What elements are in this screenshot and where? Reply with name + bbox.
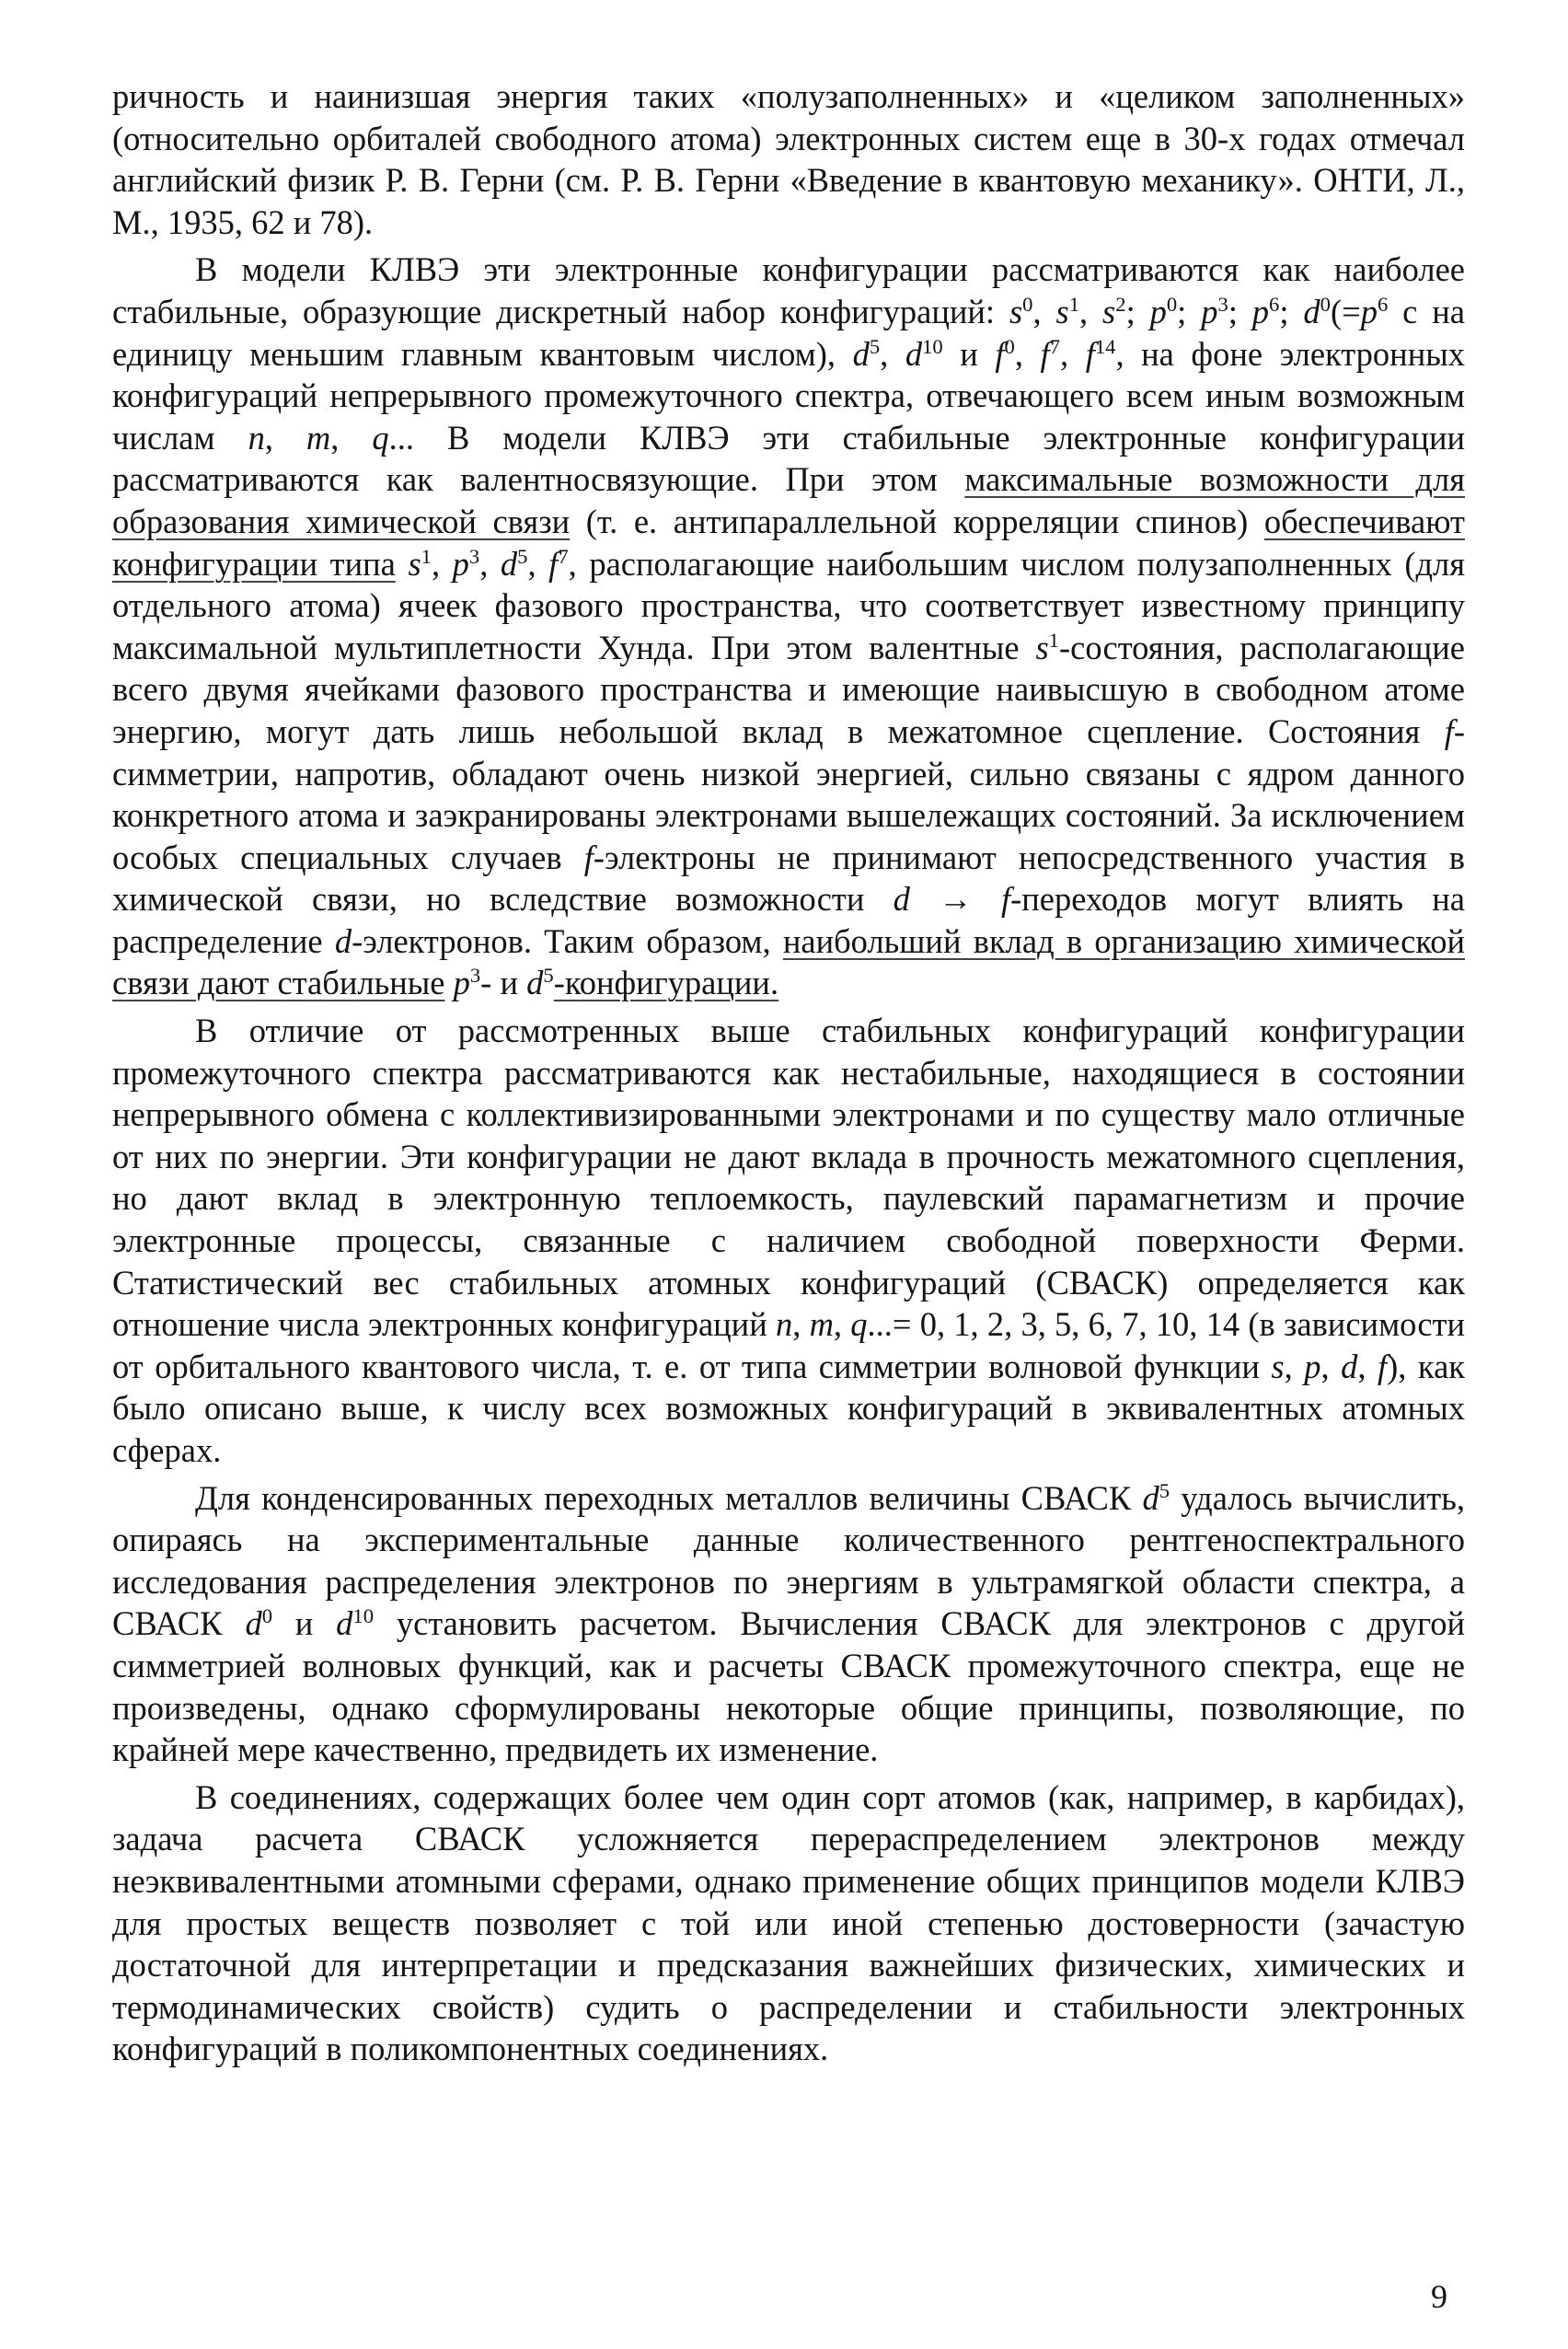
paragraph-4 <box>112 1776 1465 2070</box>
text-run: , <box>330 418 373 457</box>
text-run: , <box>1320 1347 1342 1385</box>
superscript: 5 <box>543 964 554 988</box>
superscript: 3 <box>468 544 480 568</box>
superscript: 6 <box>1269 292 1280 316</box>
superscript: 0 <box>1166 292 1178 316</box>
italic-symbol: p <box>1201 292 1218 330</box>
text-run <box>444 964 453 1001</box>
superscript: 1 <box>421 544 432 568</box>
superscript: 7 <box>1049 334 1060 358</box>
italic-symbol: s <box>1035 628 1049 666</box>
superscript: 0 <box>1022 292 1033 316</box>
underlined-text: максимальные возможности для образования химической связи <box>112 460 1466 540</box>
text-run: В модели КЛВЭ эти электронные конфигурации рассматриваются как наиболее стабильные, образующие дискретный набор конфигураций: <box>112 250 1465 330</box>
text-run: удалось вычислить, опираясь на экспериментальные данные количественного рентгеноспектрального исследования распределения электронов по энергиям в ультрамягкой области спектра, а СВАСК <box>112 1478 1465 1643</box>
text-run: -состояния, располагающие всего двумя ячейками фазового пространства и имеющие наивысшую в свободном атоме энергию, могут дать лишь небольшой вклад в межатомное сцепление. Состояния <box>112 628 1465 750</box>
text-run: -симметрии, напротив, обладают очень низкой энергией, сильно связаны с ядром данного конкретного атома и заэкранированы электронами вышележащих состояний. За исключением особых специальных случаев <box>112 712 1465 876</box>
italic-symbol: d <box>852 334 870 373</box>
underlined-text: -конфигурации. <box>553 964 779 1002</box>
italic-symbol: d <box>245 1604 262 1643</box>
text-run: ; <box>1177 292 1202 330</box>
text-run: , <box>527 544 549 583</box>
italic-symbol: d <box>526 964 544 1002</box>
italic-symbol: p <box>452 544 469 583</box>
page-body <box>112 75 1465 2076</box>
italic-symbol: p <box>1360 292 1378 330</box>
italic-symbol: n <box>248 418 265 457</box>
text-run: , <box>1079 292 1103 330</box>
text-run: ; <box>1279 292 1304 330</box>
italic-symbol: m <box>306 418 331 457</box>
italic-symbol: f <box>1000 880 1011 919</box>
text-run: -электронов. Таким образом, <box>352 921 783 960</box>
italic-symbol: f <box>583 838 594 876</box>
superscript: 6 <box>1377 292 1389 316</box>
italic-symbol: s <box>1009 292 1023 330</box>
text-run: , <box>1014 334 1041 373</box>
italic-symbol: d <box>893 880 910 919</box>
italic-symbol: d <box>1303 292 1320 330</box>
text-run: ), как было описано выше, к числу всех возможных конфигураций в эквивалентных атомных сферах. <box>112 1347 1465 1469</box>
text-run: (т. е. антипараллельной корреляции спинов) <box>570 502 1264 540</box>
superscript: 0 <box>1004 334 1015 358</box>
superscript: 5 <box>517 544 528 568</box>
superscript: 14 <box>1094 334 1116 358</box>
text-run: и <box>942 334 996 373</box>
underlined-text: наибольший вклад в организацию химической связи дают стабильные <box>112 921 1466 1002</box>
text-run: , <box>1032 292 1056 330</box>
italic-symbol: d <box>1341 1347 1358 1385</box>
text-run: , <box>1060 334 1086 373</box>
text-run: (= <box>1330 292 1361 330</box>
italic-symbol: s <box>408 544 421 583</box>
italic-symbol: s <box>1055 292 1069 330</box>
superscript: 0 <box>261 1604 272 1628</box>
superscript: 0 <box>1320 292 1331 316</box>
text-run: - и <box>480 964 527 1002</box>
text-run: В соединениях, содержащих более чем один сорт атомов (как, например, в карбидах), задача расчета СВАСК усложняется перераспределением электронов между неэквивалентными атомными сферами, однако применение общих принципов модели КЛВЭ для простых веществ позволяет с той или иной степенью достоверности (зачастую достаточной для интерпретации и предсказания важнейших физических, химических и термодинамических свойств) судить о распределении и стабильности электронных конфигураций в поликомпонентных соединениях. <box>112 1777 1465 2068</box>
text-run: → <box>909 880 1001 919</box>
italic-symbol: s <box>1271 1347 1285 1385</box>
italic-symbol: p <box>453 964 470 1002</box>
italic-symbol: q <box>372 418 389 457</box>
page-number: 9 <box>1431 2278 1447 2315</box>
italic-symbol: f <box>995 334 1005 373</box>
italic-symbol: s <box>1102 292 1116 330</box>
text-run: , на фоне электронных конфигураций непрерывного промежуточного спектра, отвечающего всем иным возможным числам <box>112 334 1466 457</box>
italic-symbol: f <box>1040 334 1050 373</box>
text-run: ; <box>1228 292 1252 330</box>
italic-symbol: d <box>1142 1478 1159 1517</box>
text-run: , располагающие наибольшим числом полузаполненных (для отдельного атома) ячеек фазового пространства, что соответствует известному принципу максимальной мультиплетности Хунда. При этом валентные <box>112 544 1466 666</box>
superscript: 1 <box>1068 292 1080 316</box>
text-run: и <box>272 1604 337 1643</box>
superscript: 5 <box>869 334 881 358</box>
text-run: , <box>833 1305 851 1344</box>
italic-symbol: f <box>1085 334 1095 373</box>
text-run: ричность и наинизшая энергия таких «полузаполненных» и «целиком заполненных» (относительно орбиталей свободного атома) электронных систем еще в 30-х годах отмечал английский физик Р. В. Герни (см. Р. В. Герни «Введение в квантовую механику». ОНТИ, Л., М., 1935, 62 и 78). <box>112 77 1465 241</box>
superscript: 2 <box>1115 292 1126 316</box>
paragraph-0 <box>112 75 1465 243</box>
italic-symbol: m <box>809 1305 834 1344</box>
superscript: 10 <box>352 1604 375 1628</box>
text-run: -электроны не принимают непосредственного участия в химической связи, но вследствие возможности <box>112 838 1465 919</box>
text-run: , <box>479 544 501 583</box>
text-run: с на единицу меньшим главным квантовым числом), <box>112 292 1465 373</box>
text-run: ; <box>1125 292 1150 330</box>
paragraph-2 <box>112 1010 1465 1472</box>
italic-symbol: d <box>500 544 518 583</box>
italic-symbol: p <box>1251 292 1270 330</box>
italic-symbol: f <box>1444 712 1454 750</box>
text-run: , <box>792 1305 810 1344</box>
italic-symbol: d <box>336 1604 353 1643</box>
text-run: -переходов могут влиять на распределение <box>112 880 1466 960</box>
text-run: , <box>880 334 905 373</box>
superscript: 10 <box>922 334 943 358</box>
italic-symbol: q <box>850 1305 868 1344</box>
text-run: , <box>264 418 306 457</box>
text-run <box>396 545 409 583</box>
text-run: В отличие от рассмотренных выше стабильных конфигураций конфигурации промежуточного спектра рассматриваются как нестабильные, находящиеся в состоянии непрерывного обмена с коллективизированными электронами и по существу мало отличные от них по энергии. Эти конфигурации не дают вклада в прочность межатомного сцепления, но дают вклад в электронную теплоемкость, паулевский парамагнетизм и прочие электронные процессы, связанные с наличием свободной поверхности Ферми. Статистический вес стабильных атомных конфигураций (СВАСК) определяется как отношение числа электронных конфигураций <box>112 1012 1465 1344</box>
italic-symbol: f <box>548 544 559 583</box>
italic-symbol: p <box>1149 292 1167 330</box>
italic-symbol: d <box>905 334 923 373</box>
italic-symbol: p <box>1304 1347 1321 1385</box>
underlined-text: обеспечивают конфигурации типа <box>112 502 1465 583</box>
superscript: 5 <box>1159 1478 1170 1502</box>
italic-symbol: f <box>1377 1347 1388 1385</box>
superscript: 3 <box>469 964 481 988</box>
text-run: , <box>1284 1347 1305 1385</box>
superscript: 7 <box>558 544 569 568</box>
text-run: установить расчетом. Вычисления СВАСК для электронов с другой симметрией волновых функций, как и расчеты СВАСК промежуточного спектра, еще не произведены, однако сформулированы некоторые общие принципы, позволяющие, по крайней мере качественно, предвидеть их изменение. <box>112 1604 1465 1769</box>
text-run: ... В модели КЛВЭ эти стабильные электронные конфигурации рассматриваются как валентносвязующие. При этом <box>112 418 1466 499</box>
paragraph-3 <box>112 1477 1465 1771</box>
superscript: 3 <box>1217 292 1228 316</box>
superscript: 1 <box>1048 628 1059 652</box>
italic-symbol: d <box>334 921 352 960</box>
italic-symbol: n <box>775 1305 793 1344</box>
paragraph-1 <box>112 249 1465 1004</box>
text-run: Для конденсированных переходных металлов величины СВАСК <box>195 1478 1143 1517</box>
text-run: ...= 0, 1, 2, 3, 5, 6, 7, 10, 14 (в зависимости от орбитального квантового числа, т. е. от типа симметрии волновой функции <box>112 1305 1466 1385</box>
text-run: , <box>431 544 453 583</box>
text-run: , <box>1357 1347 1378 1385</box>
